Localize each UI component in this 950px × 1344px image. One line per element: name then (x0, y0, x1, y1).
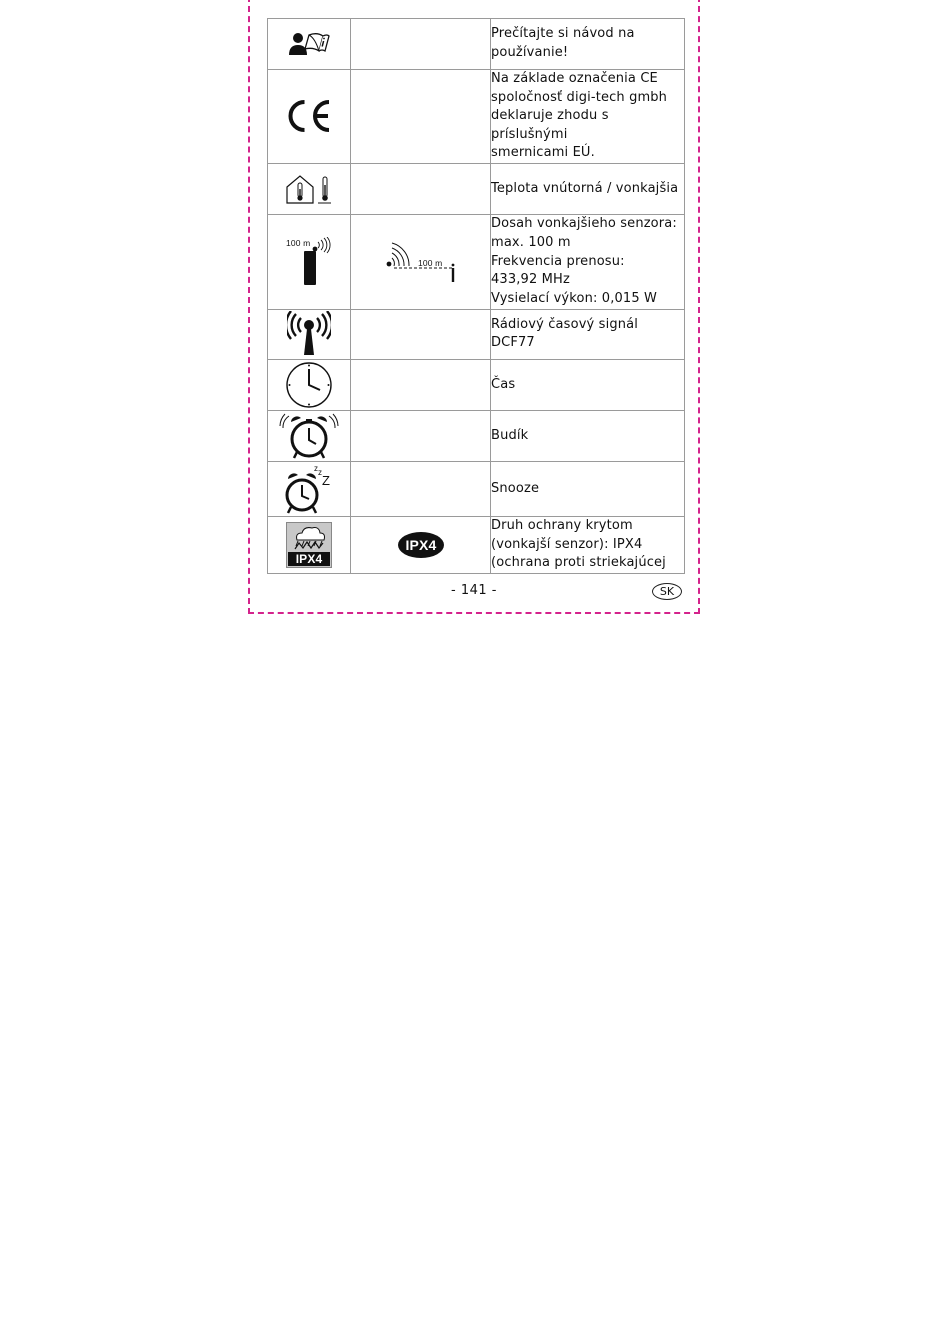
ipx4-label: IPX4 (295, 551, 323, 566)
description-cell (491, 214, 685, 309)
table-row (268, 70, 685, 164)
snooze-icon (283, 463, 335, 515)
description-cell (491, 516, 685, 573)
icon-cell (268, 70, 351, 164)
ce-mark-icon (285, 99, 333, 133)
description-cell (491, 309, 685, 359)
table-row (268, 516, 685, 573)
outdoor-sensor-range-icon (285, 237, 333, 287)
ipx4-badge-label: IPX4 (405, 536, 436, 553)
description-cell (491, 410, 685, 461)
table-row (268, 410, 685, 461)
extra-icon-cell (351, 461, 491, 516)
description-line: Frekvencia prenosu: (491, 253, 625, 269)
icon-cell (268, 516, 351, 573)
table-row (268, 309, 685, 359)
description-cell (491, 70, 685, 164)
icon-cell (268, 461, 351, 516)
description-line: Teplota vnútorná / vonkajšia (491, 180, 679, 196)
description-cell (491, 19, 685, 70)
extra-icon-cell (351, 410, 491, 461)
alarm-clock-icon (279, 412, 339, 460)
snooze-z-large: Z (322, 472, 331, 488)
icon-cell (268, 19, 351, 70)
table-row (268, 163, 685, 214)
description-line: smernicami EÚ. (491, 145, 595, 161)
description-line: spoločnosť digi-tech gmbh (491, 89, 668, 105)
indoor-outdoor-temperature-icon (285, 173, 333, 205)
description-cell (491, 461, 685, 516)
description-line: používanie! (491, 45, 569, 60)
description-cell (491, 359, 685, 410)
ipx4-rain-icon (286, 522, 332, 568)
radio-signal-icon (287, 311, 331, 357)
description-line: Vysielací výkon: 0,015 W (491, 290, 658, 306)
icon-cell (268, 163, 351, 214)
page-number: - 141 - (451, 583, 497, 598)
range-label: 100 m (417, 257, 442, 268)
description-line: Na základe označenia CE (491, 71, 658, 86)
description-line: Snooze (491, 480, 540, 496)
extra-icon-cell (351, 19, 491, 70)
ipx4-badge-icon (397, 531, 445, 559)
description-line: (vonkajší senzor): IPX4 (491, 536, 643, 552)
description-cell (491, 163, 685, 214)
description-line: 433,92 MHz (491, 272, 570, 288)
extra-icon-cell (351, 214, 491, 309)
description-line: Prečítajte si návod na (491, 26, 635, 42)
icon-cell (268, 410, 351, 461)
description-line: Čas (491, 376, 516, 392)
extra-icon-cell (351, 516, 491, 573)
clock-icon (285, 361, 333, 409)
table-row (268, 359, 685, 410)
snooze-z-small: z (318, 467, 323, 477)
icon-cell (268, 309, 351, 359)
description-line: max. 100 m (491, 235, 571, 251)
transmission-range-icon (385, 237, 457, 287)
read-manual-icon (287, 29, 331, 59)
snooze-z-small: z (314, 463, 319, 473)
range-label: 100 m (286, 237, 311, 248)
extra-icon-cell (351, 359, 491, 410)
description-line: deklaruje zhodu s príslušnými (491, 108, 609, 142)
icon-cell (268, 359, 351, 410)
description-line: Rádiový časový signál (491, 316, 639, 332)
language-badge: SK (652, 583, 682, 600)
table-row (268, 214, 685, 309)
description-line: Budík (491, 427, 529, 443)
table-row (268, 461, 685, 516)
extra-icon-cell (351, 163, 491, 214)
symbols-table (267, 18, 685, 574)
icon-cell (268, 214, 351, 309)
table-row (268, 19, 685, 70)
extra-icon-cell (351, 309, 491, 359)
description-line: Druh ochrany krytom (491, 518, 633, 534)
description-line: (ochrana proti striekajúcej (491, 555, 666, 571)
description-line: Dosah vonkajšieho senzora: (491, 216, 677, 232)
description-line: DCF77 (491, 335, 535, 351)
extra-icon-cell (351, 70, 491, 164)
